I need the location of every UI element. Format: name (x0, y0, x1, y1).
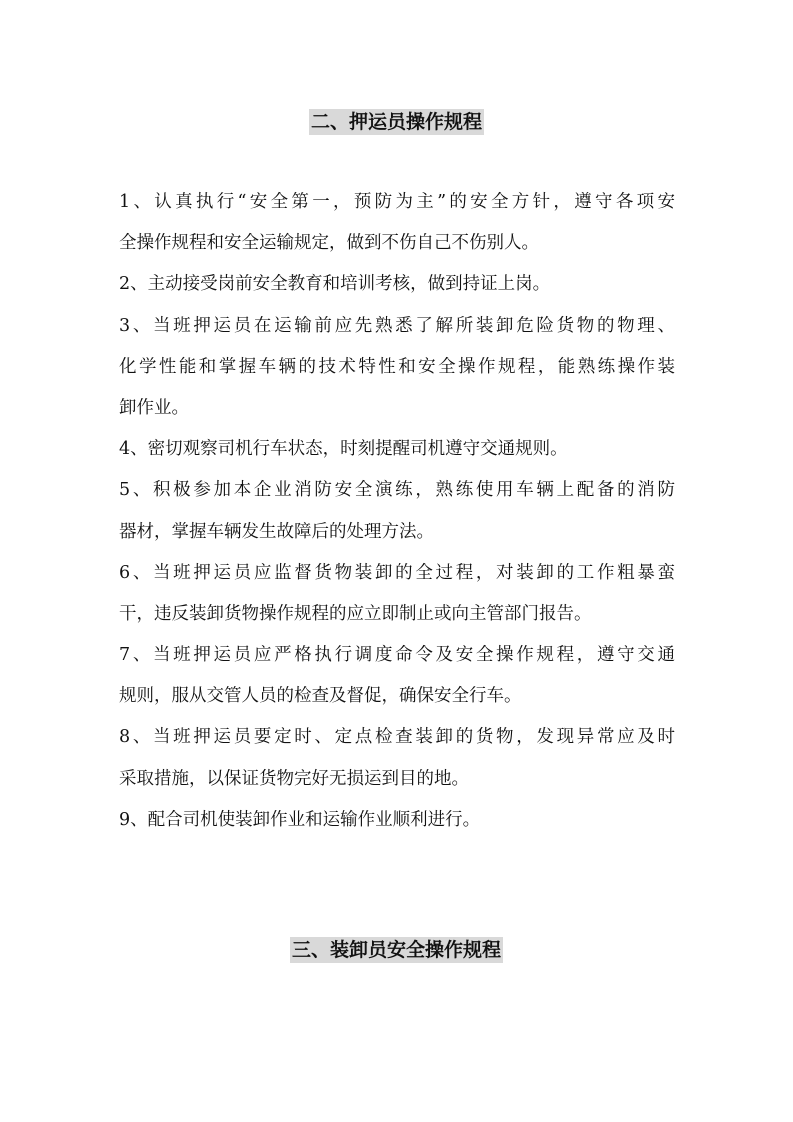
section-3-title: 三、装卸员安全操作规程 (291, 939, 501, 961)
section-2-heading (0, 107, 793, 134)
rule-item (119, 717, 675, 799)
rule-line: 2、主动接受岗前安全教育和培训考核，做到持证上岗。 (119, 274, 551, 295)
rule-line: 6、当班押运员应监督货物装卸的全过程，对装卸的工作粗暴蛮 (119, 562, 675, 583)
rule-line: 卸作业。 (119, 397, 189, 418)
rule-item (119, 635, 675, 717)
section-3-heading (0, 935, 793, 962)
section-2-title: 二、押运员操作规程 (310, 111, 482, 133)
rule-item (119, 429, 675, 470)
rule-item (119, 470, 675, 552)
rule-line: 采取措施，以保证货物完好无损运到目的地。 (119, 768, 469, 789)
rule-line: 化学性能和掌握车辆的技术特性和安全操作规程，能熟练操作装 (119, 356, 675, 377)
rule-line: 5、积极参加本企业消防安全演练，熟练使用车辆上配备的消防 (119, 480, 675, 501)
rule-line: 8、当班押运员要定时、定点检查装卸的货物，发现异常应及时 (119, 727, 675, 748)
rule-item (119, 553, 675, 635)
rule-line: 3、当班押运员在运输前应先熟悉了解所装卸危险货物的物理、 (119, 315, 675, 336)
rule-line: 器材，掌握车辆发生故障后的处理方法。 (119, 521, 434, 542)
rule-line: 4、密切观察司机行车状态，时刻提醒司机遵守交通规则。 (119, 439, 568, 460)
section-2-body (119, 182, 675, 841)
rule-line: 9、配合司机使装卸作业和运输作业顺利进行。 (119, 809, 481, 830)
rule-line: 干，违反装卸货物操作规程的应立即制止或向主管部门报告。 (119, 603, 592, 624)
rule-item (119, 182, 675, 264)
rule-line: 1、认真执行“安全第一，预防为主”的安全方针，遵守各项安 (119, 192, 675, 212)
rule-line: 规则，服从交管人员的检查及督促，确保安全行车。 (119, 686, 522, 707)
rule-item (119, 800, 675, 841)
rule-item (119, 264, 675, 305)
rule-line: 全操作规程和安全运输规定，做到不伤自己不伤别人。 (119, 233, 539, 254)
rule-item (119, 306, 675, 430)
rule-line: 7、当班押运员应严格执行调度命令及安全操作规程，遵守交通 (119, 645, 675, 666)
